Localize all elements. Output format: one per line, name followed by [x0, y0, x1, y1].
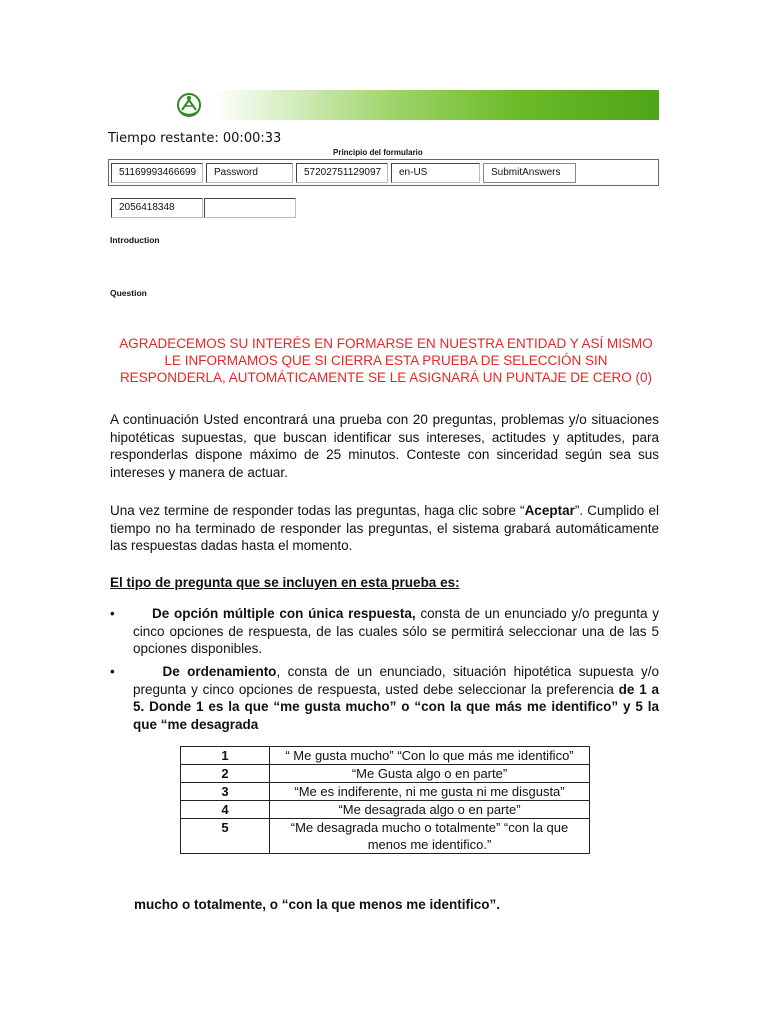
session-id-field[interactable]: 57202751129097 [296, 163, 388, 183]
scale-description: “Me es indiferente, ni me gusta ni me disgusta” [270, 783, 590, 801]
form-start-label: Principio del formulario [333, 148, 423, 157]
scale-description: “Me Gusta algo o en parte” [270, 765, 590, 783]
warning-notice: AGRADECEMOS SU INTERÉS EN FORMARSE EN NUESTRA ENTIDAD Y ASÍ MISMO LE INFORMAMOS QUE SI CIERRA ESTA PRUEBA DE SELECCIÓN SIN RESPONDERLA, AUTOMÁTICAMENTE SE LE ASIGNARÁ UN PUNTAJE DE CERO (0) [119, 336, 653, 385]
introduction-label: Introduction [110, 235, 160, 245]
submit-instructions-paragraph [110, 502, 659, 555]
scale-description: “ Me gusta mucho” “Con lo que más me identifico” [270, 747, 590, 765]
accept-keyword: Aceptar [524, 503, 575, 518]
preference-scale-table [180, 746, 590, 854]
scale-number: 5 [181, 819, 270, 854]
bullet-icon: • [110, 606, 115, 621]
scale-description: “Me desagrada mucho o totalmente” “con la que menos me identifico.” [270, 819, 590, 854]
scale-number: 2 [181, 765, 270, 783]
submit-answers-button[interactable]: SubmitAnswers [483, 163, 576, 183]
time-remaining-label: Tiempo restante: 00:00:33 [108, 131, 282, 146]
question-label: Question [110, 288, 147, 298]
password-field[interactable]: Password [206, 163, 293, 183]
scale-description: “Me desagrada algo o en parte” [270, 801, 590, 819]
locale-field[interactable]: en-US [391, 163, 480, 183]
list-item [110, 663, 659, 733]
table-row [181, 747, 590, 765]
instructions-paragraph: A continuación Usted encontrará una prueba con 20 preguntas, problemas y/o situaciones hipotéticas supuestas, que buscan identificar sus intereses, actitudes y aptitudes, para responderlas dispone máximo de 25 minutos. Conteste con sinceridad según sea sus intereses y manera de actuar. [110, 412, 659, 480]
bullet2-title: De ordenamiento [162, 664, 277, 679]
bullet2-text: , consta de un enunciado, situación hipotética supuesta y/o pregunta y cinco opciones de respuesta, usted debe seleccionar la preferencia [133, 664, 659, 697]
scale-number: 4 [181, 801, 270, 819]
sena-logo-icon [176, 90, 202, 120]
header-banner [175, 90, 659, 120]
scale-closing-text: mucho o totalmente, o “con la que menos me identifico”. [134, 897, 501, 912]
empty-field[interactable] [204, 198, 296, 218]
table-row [181, 819, 590, 854]
list-item [110, 605, 659, 658]
table-row [181, 783, 590, 801]
scale-number: 3 [181, 783, 270, 801]
table-row [181, 765, 590, 783]
user-id-field[interactable]: 51169993466699 [111, 163, 203, 183]
bullet1-text: consta de un enunciado y/o pregunta y cinco opciones de respuesta, de las cuales sólo se permitirá seleccionar una de las 5 opciones disponibles. [133, 606, 659, 656]
table-row [181, 801, 590, 819]
scale-number: 1 [181, 747, 270, 765]
para2-text-start: Una vez termine de responder todas las preguntas, haga clic sobre “ [110, 503, 525, 518]
para2-text-end: ”. Cumplido el tiempo no ha terminado de responder las preguntas, el sistema grabará automáticamente las respuestas dadas hasta el momento. [110, 503, 660, 553]
test-id-field[interactable]: 2056418348 [111, 198, 203, 218]
bullet1-title: De opción múltiple con única respuesta, [151, 606, 416, 621]
question-types-title: El tipo de pregunta que se incluyen en esta prueba es: [110, 575, 460, 590]
bullet-icon: • [110, 664, 115, 679]
bullet2-scale-description: de 1 a 5. Donde 1 es la que “me gusta mucho” o “con la que más me identifico” y 5 la que “me desagrada [133, 681, 659, 732]
